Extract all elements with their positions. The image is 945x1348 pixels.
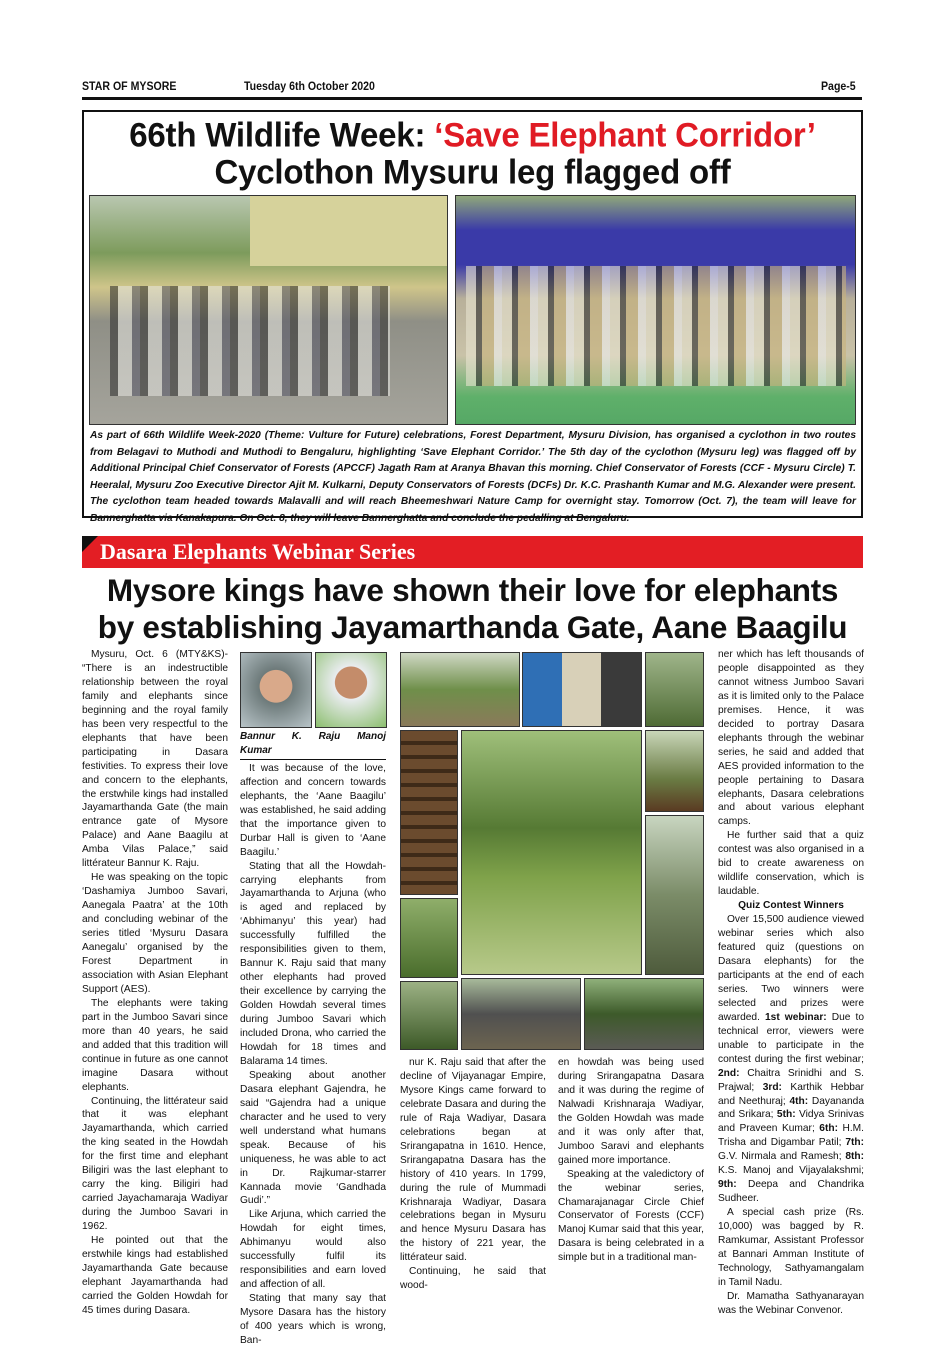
- series-title: Dasara Elephants Webinar Series: [100, 539, 416, 564]
- series-banner: [82, 536, 863, 568]
- photo-group-forest: [400, 652, 520, 727]
- winner-names: H.M. Trisha and Digambar Patil;: [718, 1123, 864, 1149]
- winner-label: 3rd:: [754, 1081, 791, 1093]
- masthead-date: Tuesday 6th October 2020: [244, 81, 375, 93]
- winner-names: Deepa and Chandrika Sudheer.: [718, 1179, 864, 1205]
- paragraph: Speaking at the valedictory of the webinar series, Chamarajanagar Circle Chief Conservator of Forests (CCF) Manoj Kumar said that this year, Dasara is being celebrated in a simple but in a traditional man-: [558, 1168, 704, 1264]
- masthead-paper-name: STAR OF MYSORE: [82, 81, 177, 93]
- winner-names: Karthik Hebbar and Neethuraj;: [718, 1081, 864, 1107]
- paragraph: Continuing, he said that wood-: [400, 1266, 546, 1292]
- photo-group-cyclothon-team: [455, 195, 856, 425]
- portrait-captions: Bannur K. Raju Manoj Kumar: [240, 730, 386, 760]
- winner-label: 1st webinar:: [765, 1011, 832, 1023]
- photo-mahout: [400, 898, 458, 978]
- winner-label: 2nd:: [718, 1067, 748, 1079]
- article-column-2: [240, 730, 386, 1348]
- photo-man-greeting: [645, 730, 704, 812]
- paragraph: Stating that all the Howdah-carrying elephants from Jayamarthanda to Arjuna (who is aged and replaced by ‘Abhimanyu’ this year) had successfully fulfilled the responsibilities given to them, Bannur K. Raju said that many other elephants had proved their excellence by carrying the Golden Howdah several times during Jumboo Savari which included Drona, who carried the Howdah for 18 times and Balarama 14 times.: [240, 860, 386, 1067]
- photo-forest-officer: [645, 652, 704, 727]
- winner-names: G.V. Nirmala and Ramesh;: [718, 1151, 842, 1163]
- photo-camera-crew-forest: [461, 730, 642, 975]
- paragraph: en howdah was being used during Srirangapatna Dasara and it was during the regime of Nalwadi Krishnaraja Wadiyar, the Golden Howdah was made and it was only after that, Jumboo Saravi and elephants gained more importance.: [558, 1057, 704, 1166]
- paragraph: Mysuru, Oct. 6 (MTY&KS)- “There is an indestructible relationship between the royal family and elephants since beginning and the royal family has been very respectful to the elephants that have been participating in Dasara festivities. To express their love and concern to the elephants, the erstwhile kings had installed Jayamarthanda Gate (the main entrance gate of Mysore Palace) and Aane Baagilu at Amba Vilas Palace,” said littérateur Bannur K. Raju.: [82, 649, 228, 870]
- photo-cyclists-riding: [89, 195, 448, 425]
- article-column-1: [82, 648, 228, 1318]
- paragraph: Stating that many say that Mysore Dasara has the history of 400 years which is wrong, Ban-: [240, 1293, 386, 1346]
- photo-elephant-stairs: [400, 730, 458, 895]
- winner-names: Vidya Srinivas and Praveen Kumar;: [718, 1109, 864, 1135]
- headline-red-text: ‘Save Elephant Corridor’: [434, 115, 816, 154]
- photo-caption: As part of 66th Wildlife Week-2020 (Theme: Vulture for Future) celebrations, Forest Department, Mysuru Division, has organised a cyclothon in two routes from Belagavi to Muthodi and Muthodi to Bengaluru, highlighting ‘Save Elephant Corridor.’ The 5th day of the cyclothon (Mysuru leg) was flagged off by Additional Principal Chief Conservator of Forests (APCCF) Jagath Ram at Aranya Bhavan this morning. Chief Conservator of Forests (CCF - Mysuru Circle) T. Heeralal, Mysuru Zoo Executive Director Ajit M. Kulkarni, Deputy Conservators of Forests (DCFs) Dr. K.C. Prashanth Kumar and M.G. Alexander were present. The cyclothon team headed towards Malavalli and will reach Bheemeshwari Nature Camp for overnight stay. Tomorrow (Oct. 7), the team will leave for Bannerghatta via Kanakapura. On Oct. 8, they will leave Bannerghatta and conclude the pedalling at Bengaluru.: [90, 430, 856, 524]
- article-column-4: [558, 1056, 704, 1265]
- masthead-rule: [82, 97, 862, 100]
- portrait-bannur-k-raju: [240, 652, 312, 728]
- paragraph: It was because of the love, affection and concern towards elephants, the ‘Aane Baagilu’ was established, he said adding that the importance given to Durbar Hall is given to ‘Aane Baagilu.’: [240, 762, 386, 858]
- page-number: Page-5: [821, 81, 856, 93]
- winner-names: K.S. Manoj and Vijayalakshmi;: [718, 1165, 864, 1177]
- paragraph: Continuing, the littérateur said that it was elephant Jayamarthanda, which carried the king seated in the Howdah for the first time and elephant Biligiri was the last elephant to carry the king. Biligiri had carried Jayachamaraja Wadiyar during the Jumboo Savari in 1962.: [82, 1095, 228, 1233]
- paragraph: ner which has left thousands of people disappointed as they cannot witness Jumboo Savari as it is limited only to the Palace premises. Hence, it was decided to portray Dasara elephants through the webinar series, he said and added that AES provided information to the people pertaining to Dasara elephants, Dasara celebrations and about various elephant camps.: [718, 649, 864, 828]
- paragraph: The elephants were taking part in the Jumboo Savari since more than 40 years, he said and added that this tradition will continue in future as one cannot imagine Dasara without elephants.: [82, 997, 228, 1093]
- story-headline-line1: Mysore kings have shown their love for elephants: [106, 572, 839, 608]
- winners-list: [718, 1012, 864, 1204]
- photo-film-crew: [584, 978, 704, 1050]
- paragraph: Speaking about another Dasara elephant Gajendra, he said “Gajendra had a unique character and he used to very well understand what humans speak. Because of his uniqueness, he was able to act in Dr. Rajkumar-starrer Kannada movie ‘Gandhada Gudi’.”: [240, 1069, 386, 1207]
- headline-line1: [84, 115, 861, 155]
- winner-label: 7th:: [841, 1137, 864, 1149]
- story-headline-line2: by establishing Jayamarthanda Gate, Aane Baagilu: [97, 609, 848, 645]
- winner-names: Dayananda and Srikara;: [718, 1095, 864, 1121]
- headline-text: 66th Wildlife Week:: [129, 115, 435, 154]
- winner-label: 5th:: [773, 1109, 800, 1121]
- paragraph: He was speaking on the topic ‘Dashamiya Jumboo Savari, Aanegala Paatra’ at the 10th and concluding webinar of the series titled ‘Mysuru Dasara Aanegalu’ organised by the Forest Department in association with Asian Elephant Support (AES).: [82, 872, 228, 995]
- article-column-3: [400, 1056, 546, 1293]
- quiz-intro: Over 15,500 audience viewed webinar series which also featured quiz (questions on Dasara elephants) for the participants at the end of each series. Two winners were selected and prizes were awarded.: [718, 914, 864, 1023]
- photo-collage: [400, 652, 704, 1050]
- banner-corner-triangle: [82, 536, 98, 552]
- headline-line2: Cyclothon Mysuru leg flagged off: [214, 152, 731, 191]
- paragraph: nur K. Raju said that after the decline of Vijayanagar Empire, Mysore Kings came forward to celebrate Dasara and during the rule of Raja Wadiyar, Dasara celebrations began at Srirangapatna in 1610. Hence, Srirangapatna Dasara has the history of 410 years. In 1799, during the rule of Mummadi Krishnaraja Wadiyar, Dasara celebrations began in Mysuru and hence Mysuru Dasara has the history of 221 year, the littérateur said.: [400, 1057, 546, 1264]
- photo-guard: [400, 981, 458, 1050]
- portrait-manoj-kumar: [315, 652, 387, 728]
- article-column-5: [718, 648, 864, 1318]
- winner-names: Due to technical error, viewers were unable to participate in the contest during the first webinar;: [718, 1011, 864, 1065]
- winner-names: Chaitra Srinidhi and S. Prajwal;: [718, 1067, 864, 1093]
- photo-visitors: [645, 815, 704, 975]
- winner-label: 6th:: [814, 1123, 843, 1135]
- photo-participants: [522, 652, 642, 727]
- paragraph: Like Arjuna, which carried the Howdah for eight times, Abhimanyu would also successfully fulfil its responsibilities and earn loved and affection of all.: [240, 1209, 386, 1291]
- winner-label: 4th:: [785, 1095, 812, 1107]
- paragraph: A special cash prize (Rs. 10,000) was bagged by R. Ramkumar, Assistant Professor at Bannari Amman Institute of Technology, Sathyamangalam in Tamil Nadu.: [718, 1207, 864, 1288]
- quiz-subheading: Quiz Contest Winners: [738, 900, 844, 912]
- photo-elephants-group: [461, 978, 581, 1050]
- paragraph: Dr. Mamatha Sathyanarayan was the Webinar Convenor.: [718, 1290, 864, 1316]
- quiz-winners-paragraph: [718, 913, 864, 1206]
- winner-label: 9th:: [718, 1179, 748, 1191]
- paragraph: He pointed out that the erstwhile kings had established Jayamarthanda Gate because elephant Jayamarthanda had carried the Golden Howdah for 45 times during Dasara.: [82, 1235, 228, 1316]
- paragraph: He further said that a quiz contest was also organised in a bid to create awareness on wildlife conservation, which is laudable.: [718, 830, 864, 898]
- winner-label: 8th:: [841, 1151, 864, 1163]
